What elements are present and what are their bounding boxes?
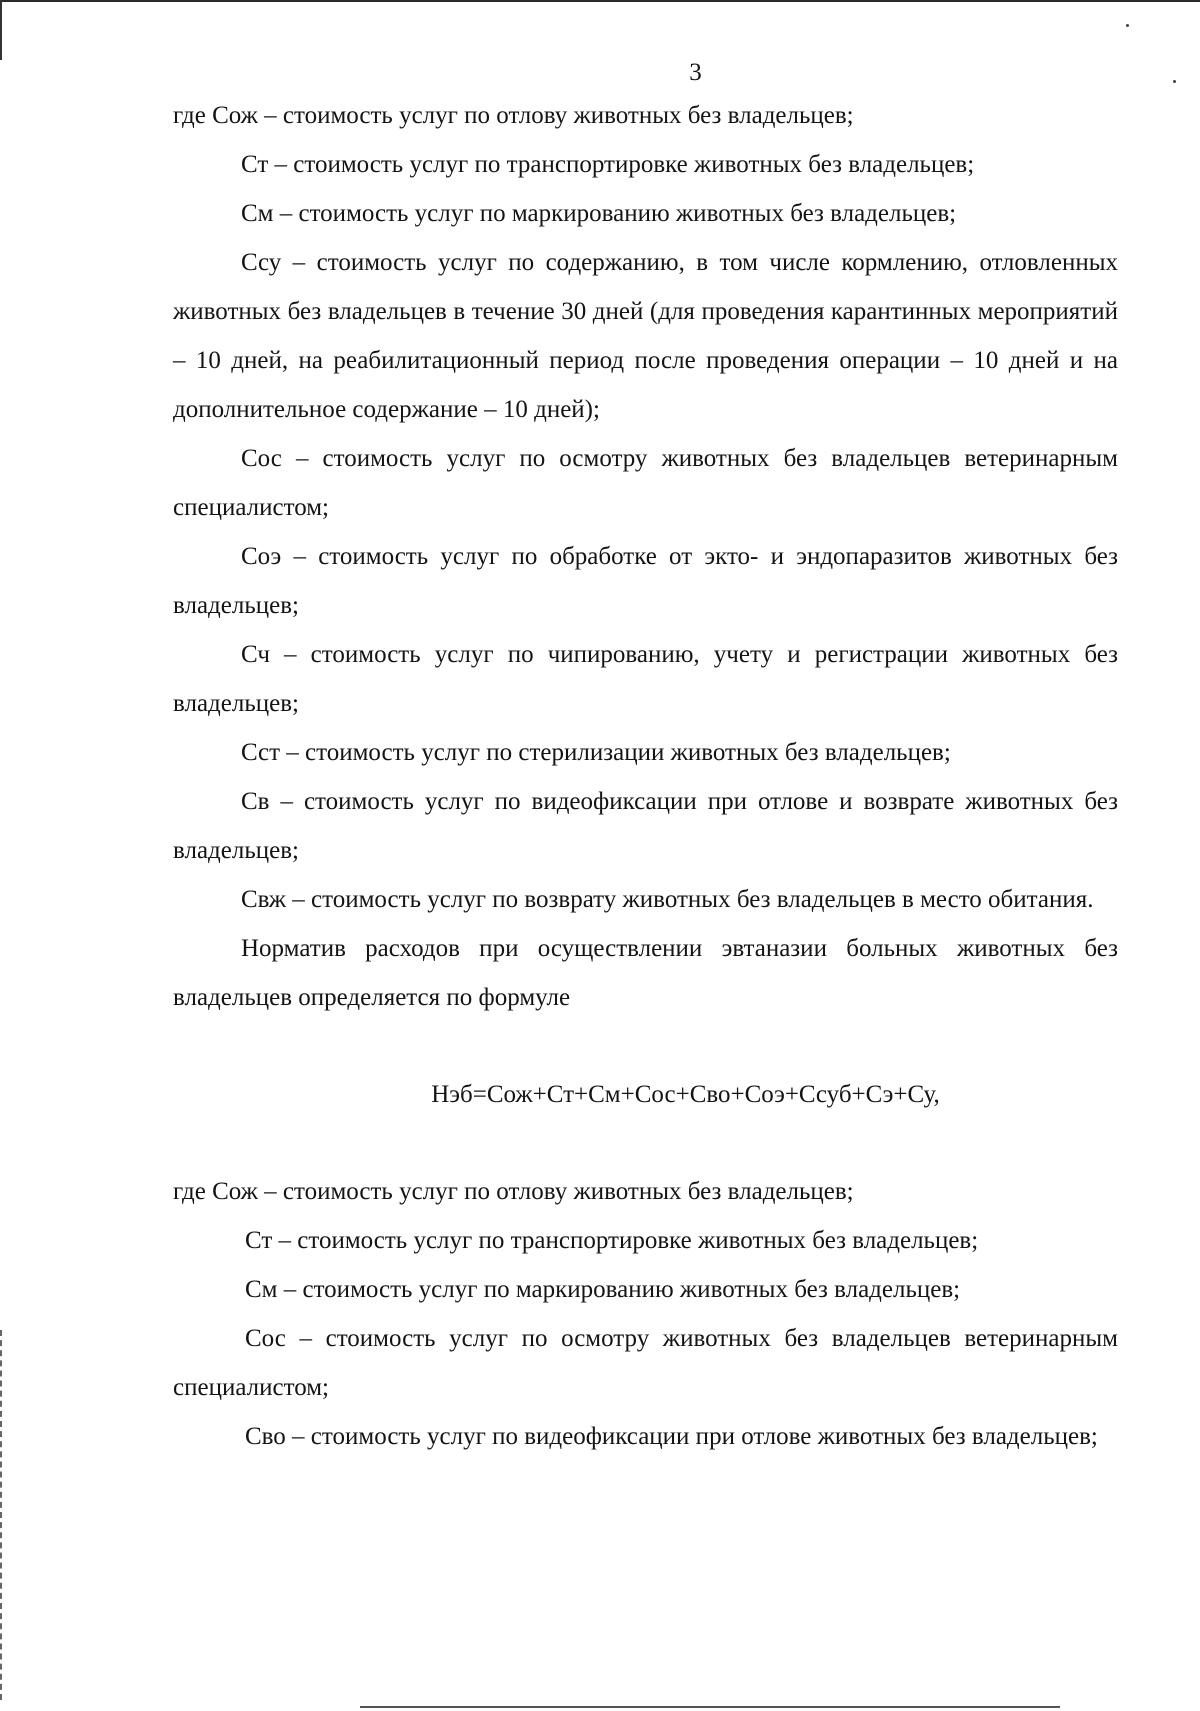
definition-paragraph: Сст – стоимость услуг по стерилизации животных без владельцев; bbox=[241, 739, 951, 766]
scan-left-edge-dashed bbox=[0, 1330, 2, 1700]
definition-paragraph: Соэ – стоимость услуг по обработке от экто- и эндопаразитов животных без владельцев; bbox=[173, 543, 1118, 619]
definition-paragraph: где Сож – стоимость услуг по отлову животных без владельцев; bbox=[173, 1178, 854, 1205]
definition-paragraph: Норматив расходов при осуществлении эвтаназии больных животных без владельцев определяется по формуле bbox=[173, 935, 1118, 1011]
definition-paragraph: Св – стоимость услуг по видеофиксации при отлове и возврате животных без владельцев; bbox=[173, 788, 1118, 864]
definition-paragraph: Сос – стоимость услуг по осмотру животных без владельцев ветеринарным специалистом; bbox=[173, 1325, 1118, 1401]
scan-top-edge bbox=[0, 0, 1200, 5]
definition-paragraph: Сос – стоимость услуг по осмотру животных без владельцев ветеринарным специалистом; bbox=[173, 445, 1118, 521]
scan-bottom-edge bbox=[360, 1706, 1060, 1708]
definitions-section-1 bbox=[173, 91, 1118, 1022]
definition-paragraph: Сво – стоимость услуг по видеофиксации при отлове животных без владельцев; bbox=[245, 1423, 1098, 1450]
definition-paragraph: См – стоимость услуг по маркированию животных без владельцев; bbox=[245, 1276, 961, 1303]
definitions-section-2 bbox=[173, 1167, 1118, 1461]
definition-paragraph: См – стоимость услуг по маркированию животных без владельцев; bbox=[241, 200, 957, 227]
page-number: 3 bbox=[689, 59, 702, 86]
scan-speck bbox=[1126, 24, 1129, 27]
scan-speck bbox=[1173, 80, 1176, 83]
document-page bbox=[173, 55, 1118, 1461]
definition-paragraph: Свж – стоимость услуг по возврату животных без владельцев в место обитания. bbox=[241, 886, 1094, 913]
formula: Нэб=Сож+Ст+См+Сос+Сво+Соэ+Ссуб+Сэ+Су, bbox=[431, 1081, 940, 1108]
definition-paragraph: Сч – стоимость услуг по чипированию, учету и регистрации животных без владельцев; bbox=[173, 641, 1118, 717]
scan-left-edge bbox=[0, 0, 2, 60]
definition-paragraph: где Сож – стоимость услуг по отлову животных без владельцев; bbox=[173, 102, 854, 129]
definition-paragraph: Ссу – стоимость услуг по содержанию, в том числе кормлению, отловленных животных без владельцев в течение 30 дней (для проведения карантинных мероприятий – 10 дней, на реабилитационный период после проведения операции – 10 дней и на дополнительное содержание – 10 дней); bbox=[173, 249, 1118, 423]
definition-paragraph: Ст – стоимость услуг по транспортировке животных без владельцев; bbox=[245, 1227, 979, 1254]
definition-paragraph: Ст – стоимость услуг по транспортировке животных без владельцев; bbox=[241, 151, 975, 178]
